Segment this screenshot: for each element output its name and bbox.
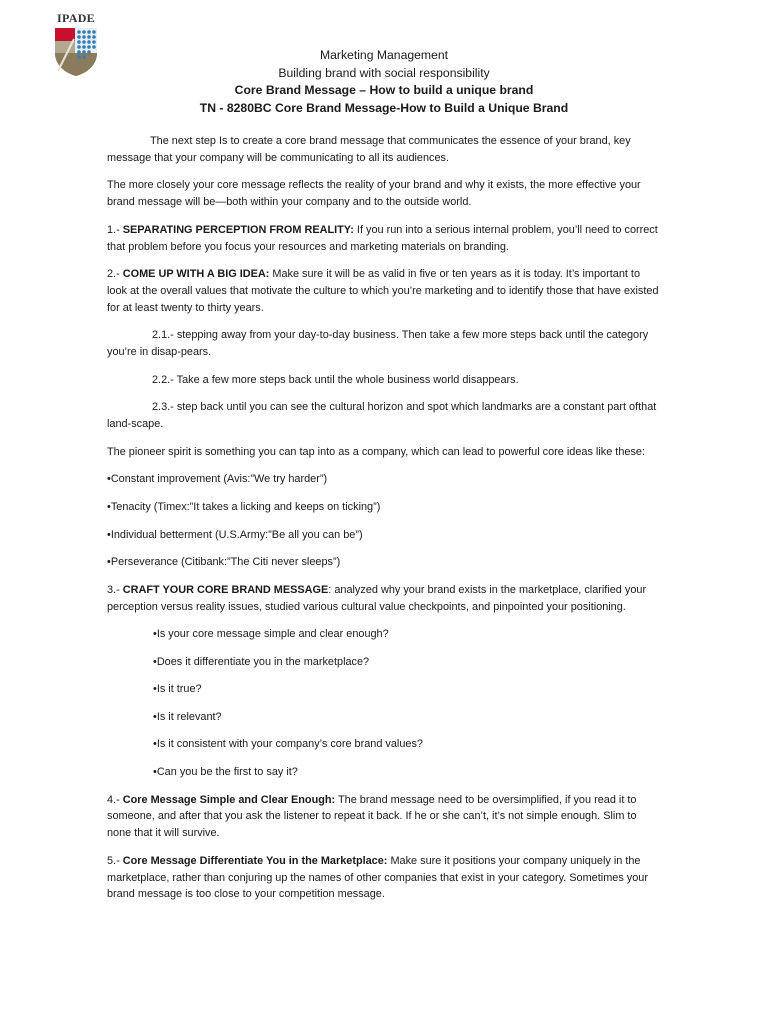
- document-body: [107, 133, 663, 914]
- section-1-number: 1.-: [107, 223, 123, 236]
- bullet-item: •Constant improvement (Avis:”We try harder”): [107, 473, 328, 486]
- question-item: •Is it consistent with your company’s core brand values?: [153, 738, 423, 751]
- logo-text: IPADE: [57, 11, 95, 25]
- bullet-item: •Tenacity (Timex:”It takes a licking and keeps on ticking”): [107, 500, 381, 513]
- section-4-heading: Core Message Simple and Clear Enough:: [122, 793, 336, 806]
- section-1-text: If you run into a serious internal problem, you’ll need to correct that problem before you focus your resources and marketing materials on branding.: [107, 223, 658, 253]
- course-title: Marketing Management: [319, 48, 449, 62]
- document-header: [0, 47, 768, 117]
- question-item: •Is it relevant?: [153, 710, 222, 723]
- section-5-text: Make sure it positions your company uniquely in the marketplace, rather than conjuring up the names of other companies that exist in your category. Sometimes your brand message is too close to your competition message.: [107, 854, 648, 901]
- section-3: [107, 582, 663, 616]
- question-item: •Is it true?: [153, 683, 202, 696]
- section-4-number: 4.-: [107, 793, 123, 806]
- intro-paragraph: The next step Is to create a core brand message that communicates the essence of your brand, key message that your company will be communicating to all its audiences.: [107, 135, 631, 164]
- document-code-title: TN - 8280BC Core Brand Message-How to Build a Unique Brand: [199, 100, 569, 115]
- section-3-number: 3.-: [107, 583, 123, 596]
- section-1-heading: SEPARATING PERCEPTION FROM REALITY:: [122, 223, 354, 236]
- paragraph-core-message: The more closely your core message reflects the reality of your brand and why it exists, the more effective your brand message will be—both within your company and to the outside world.: [107, 179, 641, 209]
- bullet-item: •Perseverance (Citibank:”The Citi never sleeps”): [107, 556, 341, 569]
- section-3-heading: CRAFT YOUR CORE BRAND MESSAGE: [122, 583, 329, 596]
- section-2: [107, 266, 663, 316]
- subsection-2-2: 2.2.- Take a few more steps back until the whole business world disappears.: [152, 373, 519, 386]
- section-2-heading: COME UP WITH A BIG IDEA:: [122, 268, 270, 281]
- section-5-heading: Core Message Differentiate You in the Marketplace:: [122, 854, 388, 867]
- course-subtitle: Building brand with social responsibility: [278, 65, 490, 80]
- bullet-item: •Individual betterment (U.S.Army:”Be all you can be”): [107, 528, 363, 541]
- question-item: •Is your core message simple and clear enough?: [153, 628, 389, 641]
- subsection-2-3: 2.3.- step back until you can see the cultural horizon and spot which landmarks are a constant part ofthat land-scape.: [107, 401, 657, 431]
- section-4-text: The brand message need to be oversimplified, if you read it to someone, and after that you ask the listener to repeat it back. If he or she can’t, it’s not simple enough. Slim to none that it will survive.: [107, 793, 637, 840]
- question-item: •Can you be the first to say it?: [153, 766, 298, 779]
- section-5: [107, 853, 663, 903]
- subsection-2-1: 2.1.- stepping away from your day-to-day business. Then take a few more steps back until the category you’re in disap-pears.: [107, 329, 649, 359]
- question-item: •Does it differentiate you in the marketplace?: [153, 655, 370, 668]
- section-3-text: : analyzed why your brand exists in the marketplace, clarified your perception versus reality issues, studied various cultural value checkpoints, and pinpointed your positioning.: [107, 583, 647, 613]
- document-title: Core Brand Message – How to build a unique brand: [234, 83, 534, 97]
- section-1: [107, 222, 663, 256]
- section-2-number: 2.-: [107, 268, 123, 281]
- section-5-number: 5.-: [107, 854, 123, 867]
- pioneer-paragraph: The pioneer spirit is something you can tap into as a company, which can lead to powerful core ideas like these:: [107, 445, 645, 458]
- section-2-text: Make sure it will be as valid in five or ten years as it is today. It’s important to look at the overall values that motivate the culture to which you’re marketing and to identify those that have existed for at least twenty to thirty years.: [107, 268, 659, 314]
- section-4: [107, 792, 663, 842]
